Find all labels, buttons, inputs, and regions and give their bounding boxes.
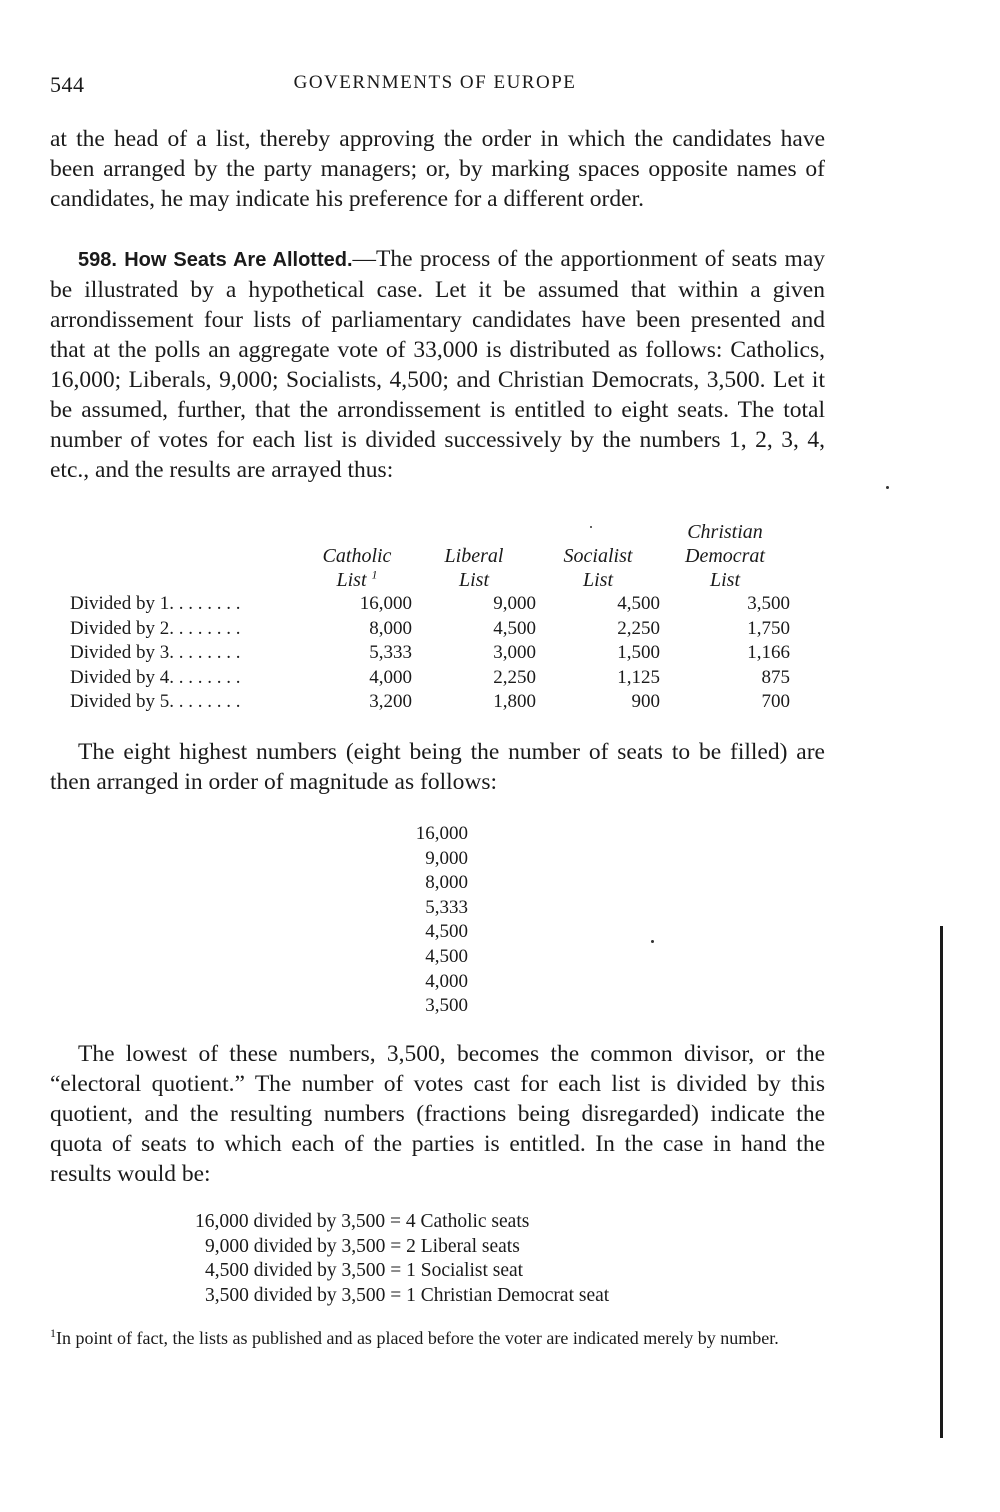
table-cell: 1,750 <box>747 617 790 639</box>
table-row <box>70 641 790 666</box>
list-item: 8,000 <box>425 872 468 894</box>
page-number: 544 <box>50 72 85 97</box>
row-label: Divided by 4. . . . . . . . <box>70 666 241 688</box>
column-header-line: List <box>458 569 490 591</box>
table-cell: 9,000 <box>493 593 536 614</box>
table-cell: 16,000 <box>359 593 412 614</box>
paragraph-1: at the head of a list, thereby approving the order in which the candidates have been arranged by the party managers; or, by marking spaces opposite names of candidates, he may indicate his preference for a different order. <box>50 126 825 212</box>
result-line: 4,500 divided by 3,500 = 1 Socialist seat <box>205 1260 524 1282</box>
column-header-line: Socialist <box>563 545 633 567</box>
list-item: 4,000 <box>425 970 468 992</box>
row-label: Divided by 5. . . . . . . . <box>70 691 241 712</box>
column-header-line: Catholic <box>322 545 392 567</box>
list-item: 16,000 <box>415 823 468 844</box>
scan-speck <box>590 526 592 528</box>
paragraph-2 <box>50 244 825 485</box>
paragraph-2-body: —The process of the apportionment of seats may be illustrated by a hypothetical case. Let it be assumed that within a given arrondissement four lists of parliamentary candidates have been presented and that at the polls an aggregate vote of 33,000 is distributed as follows: Catholics, 16,000; Liberals, 9,000; Socialists, 4,500; and Christian Democrats, 3,500. Let it be assumed, further, that the arrondissement is entitled to eight seats. The total number of votes for each list is divided successively by the numbers 1, 2, 3, 4, etc., and the results are arrayed thus: <box>50 246 825 483</box>
table-cell: 3,200 <box>369 691 412 712</box>
footnote-text: In point of fact, the lists as published and as placed before the voter are indicated merely by number. <box>56 1328 779 1348</box>
column-header-christian-democrat <box>660 520 790 592</box>
table-cell: 1,125 <box>617 666 660 688</box>
list-item: 4,500 <box>425 921 468 943</box>
section-number: 598. <box>78 249 117 271</box>
table-cell: 3,500 <box>747 593 790 614</box>
paragraph-3: The eight highest numbers (eight being the number of seats to be filled) are then arranged in order of magnitude as follows: <box>50 739 825 795</box>
list-item: 4,500 <box>425 945 468 967</box>
table-header-row <box>70 520 790 592</box>
table-cell: 5,333 <box>369 642 412 663</box>
table-header-corner <box>70 520 302 592</box>
table-cell: 700 <box>761 691 790 712</box>
table-cell: 4,000 <box>369 666 412 688</box>
result-line: 16,000 divided by 3,500 = 4 Catholic seats <box>195 1211 530 1232</box>
section-heading: How Seats Are Allotted. <box>124 249 353 271</box>
seat-results-list <box>195 1210 609 1308</box>
table-row <box>70 617 790 642</box>
paragraph-4: The lowest of these numbers, 3,500, becomes the common divisor, or the “electoral quotient.” The number of votes cast for each list is divided by this quotient, and the resulting numbers (fractions being disregarded) indicate the quota of seats to which each of the parties is entitled. In the case in hand the results would be: <box>50 1041 825 1187</box>
list-item: 5,333 <box>425 896 468 918</box>
list-item: 3,500 <box>425 995 468 1017</box>
row-label: Divided by 2. . . . . . . . <box>70 617 241 639</box>
footnote <box>50 1327 825 1350</box>
column-header-socialist <box>536 520 660 592</box>
page-header <box>50 72 830 102</box>
column-header-catholic <box>302 520 412 592</box>
column-header-line: Democrat <box>685 545 765 567</box>
table-cell: 2,250 <box>493 666 536 688</box>
table-cell: 3,000 <box>493 642 536 663</box>
running-head: GOVERNMENTS OF EUROPE <box>293 72 577 93</box>
result-line: 9,000 divided by 3,500 = 2 Liberal seats <box>205 1235 520 1257</box>
scan-speck <box>886 486 889 489</box>
allotment-table <box>70 520 790 715</box>
scan-edge-line <box>940 926 943 1438</box>
table-cell: 1,500 <box>617 642 660 663</box>
highest-numbers-list <box>380 822 468 1019</box>
table-cell: 900 <box>631 691 660 712</box>
column-header-line: List <box>709 569 741 591</box>
column-header-liberal <box>412 520 536 592</box>
column-header-line: Christian <box>687 521 763 543</box>
table-row <box>70 666 790 691</box>
list-item: 9,000 <box>425 847 468 869</box>
footnote-mark: 1 <box>50 1326 56 1340</box>
scan-speck <box>651 940 654 943</box>
footnote-marker: 1 <box>371 567 378 582</box>
table-cell: 4,500 <box>617 593 660 614</box>
column-header-line: List <box>336 569 367 591</box>
table-cell: 8,000 <box>369 617 412 639</box>
column-header-line: Liberal <box>444 545 504 567</box>
table-cell: 875 <box>761 666 790 688</box>
table-cell: 1,800 <box>493 691 536 712</box>
table-row <box>70 592 790 617</box>
table-cell: 4,500 <box>493 617 536 639</box>
column-header-line: List <box>582 569 614 591</box>
row-label: Divided by 1. . . . . . . . <box>70 593 241 614</box>
table-row <box>70 690 790 715</box>
table-cell: 2,250 <box>617 617 660 639</box>
result-line: 3,500 divided by 3,500 = 1 Christian Democrat seat <box>205 1284 610 1306</box>
table-cell: 1,166 <box>747 642 790 663</box>
row-label: Divided by 3. . . . . . . . <box>70 642 241 663</box>
